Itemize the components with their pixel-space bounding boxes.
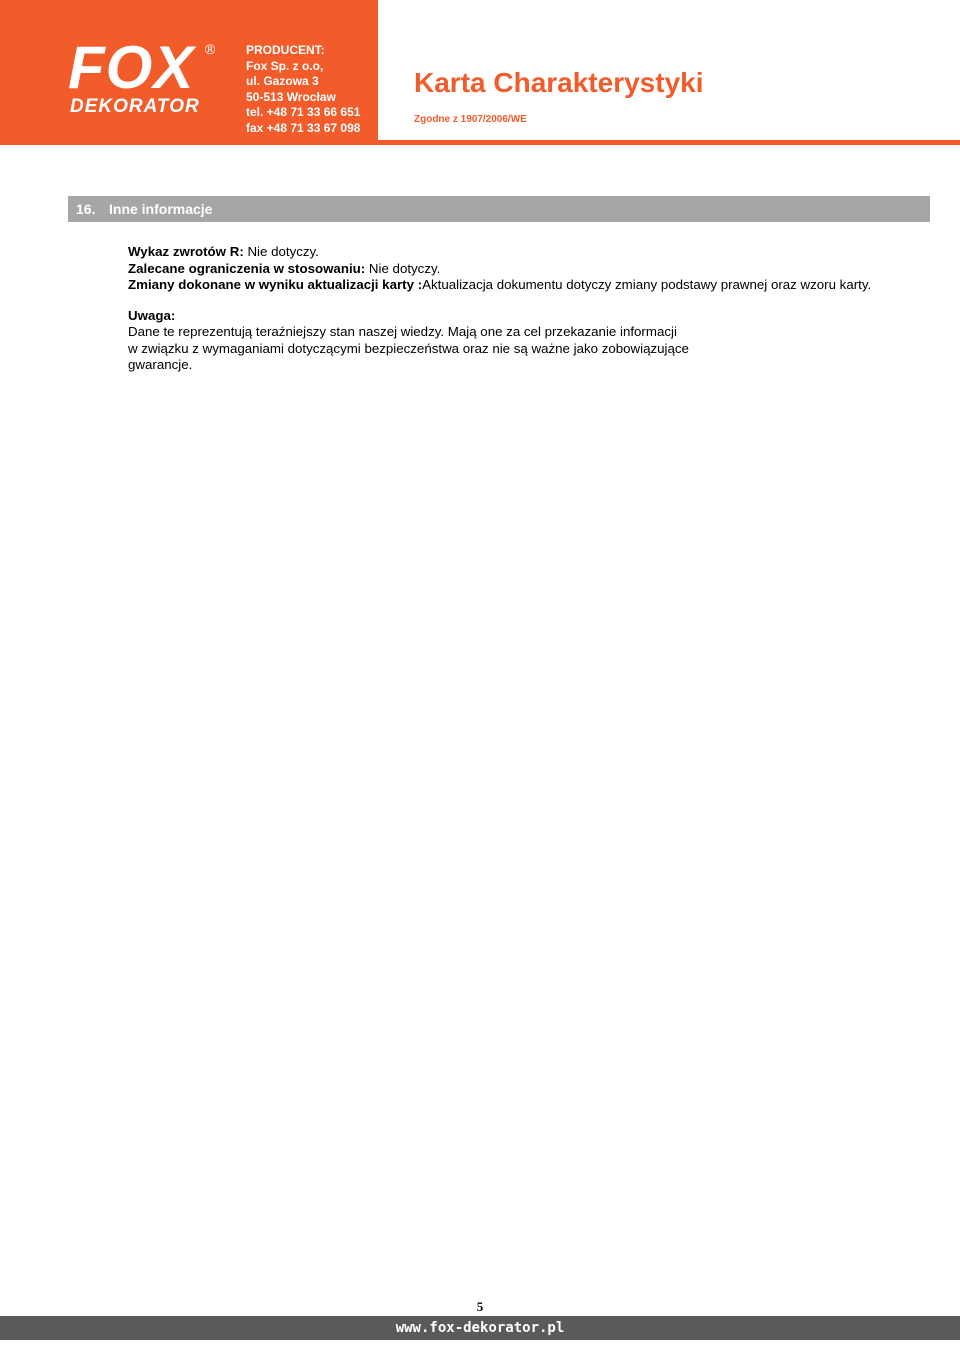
r-phrases-line [128,244,928,261]
producer-label: PRODUCENT: [246,43,325,57]
note-line-2: w związku z wymaganiami dotyczącymi bezpieczeństwa oraz nie są ważne jako zobowiązujące [128,340,689,356]
header-logo-band [0,0,378,140]
page-number: 5 [476,1299,484,1314]
section-header [68,196,930,222]
footer-website-link[interactable]: www.fox-dekorator.pl [395,1320,565,1336]
document-title: Karta Charakterystyki [414,67,704,98]
producer-company: Fox Sp. z o.o, [246,58,324,73]
header-divider [0,140,960,145]
note-line-3: gwarancje. [128,357,193,372]
producer-tel: tel. +48 71 33 66 651 [246,105,361,119]
producer-info [246,43,360,136]
changes-value: Aktualizacja dokumentu dotyczy zmiany podstawy prawnej oraz wzoru karty. [422,277,872,292]
restrictions-label: Zalecane ograniczenia w stosowaniu: [128,260,366,276]
r-phrases-value: Nie dotyczy. [243,244,319,259]
producer-fax: fax +48 71 33 67 098 [246,120,361,135]
note-heading [128,308,928,325]
producer-street: ul. Gazowa 3 [246,74,319,88]
note-label: Uwaga: [128,307,176,323]
changes-paragraph [128,277,928,294]
footer-band [0,1316,960,1340]
section-number: 16. [76,201,96,217]
section-content [128,244,928,374]
company-logo-subtitle: DEKORATOR [70,96,200,117]
producer-city: 50-513 Wrocław [246,89,336,104]
document-subtitle: Zgodne z 1907/2006/WE [414,114,527,125]
r-phrases-label: Wykaz zwrotów R: [128,244,244,259]
registered-mark: ® [205,41,216,57]
company-logo: FOX [68,34,195,101]
restrictions-line [128,261,928,278]
restrictions-value: Nie dotyczy. [365,260,441,276]
section-title: Inne informacje [109,201,213,217]
note-line-1: Dane te reprezentują teraźniejszy stan naszej wiedzy. Mają one za cel przekazanie informacji [128,324,677,339]
changes-label: Zmiany dokonane w wyniku aktualizacji karty : [128,277,423,292]
